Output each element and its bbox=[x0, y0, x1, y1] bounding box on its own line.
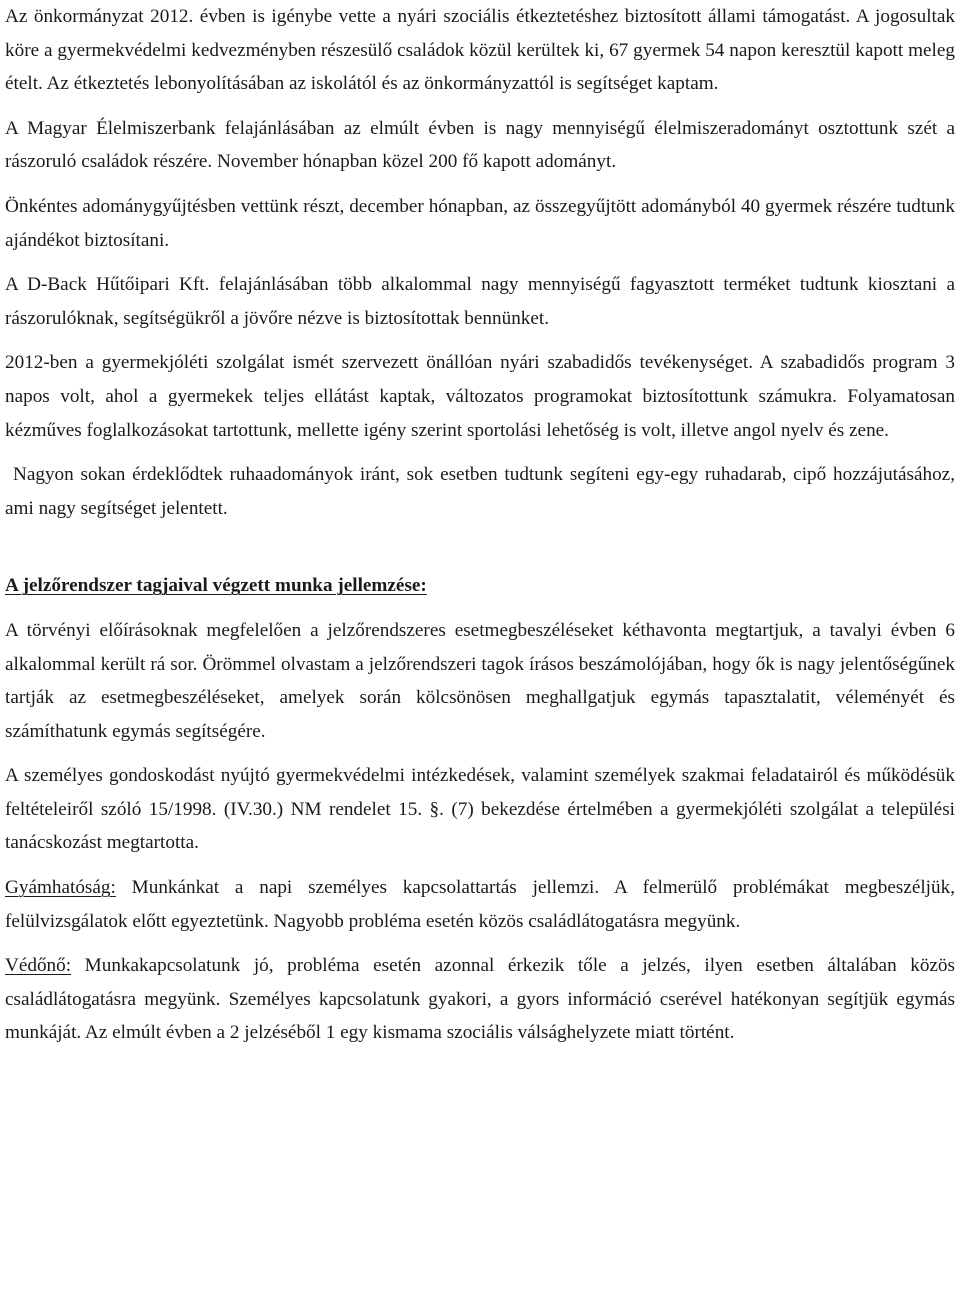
paragraph-summer-program: 2012-ben a gyermekjóléti szolgálat ismét szervezett önállóan nyári szabadidős tevékenységet. A szabadidős program 3 napos volt, ahol a gyermekek teljes ellátást kaptak, változatos programokat biztosítottunk számukra. Folyamatosan kézműves foglalkozásokat tartottunk, mellette igény szerint sportolási lehetőség is volt, illetve angol nyelv és zene. bbox=[5, 352, 955, 441]
paragraph-frozen-goods: A D-Back Hűtőipari Kft. felajánlásában több alkalommal nagy mennyiségű fagyasztott terméket tudtunk kiosztani a rászorulóknak, segítségükről a jövőre nézve is biztosítottak bennünket. bbox=[5, 274, 955, 329]
document-page bbox=[5, 0, 955, 1050]
paragraph-food-bank: A Magyar Élelmiszerbank felajánlásában az elmúlt évben is nagy mennyiségű élelmiszeradományt osztottunk szét a rászoruló családok részére. November hónapban közel 200 fő kapott adományt. bbox=[5, 117, 955, 173]
paragraph-clothing-donations: Nagyon sokan érdeklődtek ruhaadományok iránt, sok esetben tudtunk segíteni egy-egy ruhadarab, cipő hozzájutásához, ami nagy segítséget jelentett. bbox=[5, 464, 955, 519]
health-visitor-label: Védőnő: bbox=[5, 955, 72, 977]
paragraph-local-conference: A személyes gondoskodást nyújtó gyermekvédelmi intézkedések, valamint személyek szakmai feladatairól és működésük feltételeiről szóló 15/1998. (IV.30.) NM rendelet 15. §. (7) bekezdése értelmében a gyermekjóléti szolgálat a települési tanácskozást megtartotta. bbox=[5, 765, 955, 854]
paragraph-case-meetings: A törvényi előírásoknak megfelelően a jelzőrendszeres esetmegbeszéléseket kéthavonta megtartjuk, a tavalyi évben 6 alkalommal került rá sor. Örömmel olvastam a jelzőrendszeri tagok írásos beszámolójában, hogy ők is nagy jelentőségűnek tartják az esetmegbeszéléseket, amelyek során kölcsönösen meghallgatjuk egymás tapasztalatit, véleményét és számíthatunk egymás segítségére. bbox=[5, 619, 955, 742]
health-visitor-text: Munkakapcsolatunk jó, probléma esetén azonnal érkezik tőle a jelzés, ilyen esetben általában közös családlátogatásra megyünk. Személyes kapcsolatunk gyakori, a gyors információ cserével hatékonyan segítjük egymás munkáját. Az elmúlt évben a 2 jelzéséből 1 egy kismama szociális válsághelyzete miatt történt. bbox=[5, 955, 955, 1044]
section-heading: A jelzőrendszer tagjaival végzett munka jellemzése: bbox=[5, 575, 427, 597]
paragraph-health-visitor bbox=[5, 949, 955, 1050]
paragraph-summer-meals: Az önkormányzat 2012. évben is igénybe vette a nyári szociális étkeztetéshez biztosított állami támogatást. A jogosultak köre a gyermekvédelmi kedvezményben részesülő családok közül kerültek ki, 67 gyermek 54 napon keresztül kapott meleg ételt. Az étkeztetés lebonyolításában az iskolától és az önkormányzattól is segítséget kaptam. bbox=[5, 6, 955, 95]
paragraph-donation-drive: Önkéntes adománygyűjtésben vettünk részt, december hónapban, az összegyűjtött adományból 40 gyermek részére tudtunk ajándékot biztosítani. bbox=[5, 195, 955, 251]
guardianship-text: Munkánkat a napi személyes kapcsolattartás jellemzi. A felmerülő problémákat megbeszéljük, felülvizsgálatok előtt egyeztetünk. Nagyobb probléma esetén közös családlátogatásra megyünk. bbox=[5, 877, 955, 932]
guardianship-label: Gyámhatóság: bbox=[5, 877, 116, 899]
paragraph-guardianship bbox=[5, 871, 955, 938]
